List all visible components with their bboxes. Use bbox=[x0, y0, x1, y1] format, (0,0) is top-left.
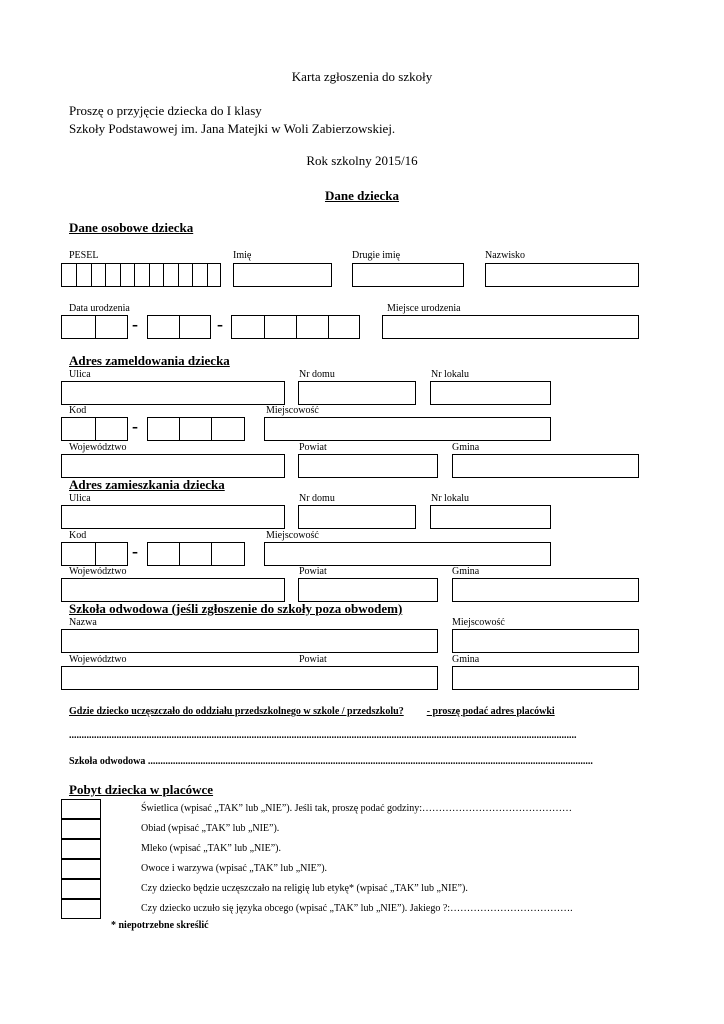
flat-no-field[interactable] bbox=[430, 381, 551, 405]
foreign-language-item: Czy dziecko uczuło się języka obcego (wpisać „TAK” lub „NIE”). Jakiego ?:………………………………. bbox=[141, 903, 573, 914]
street-label: Ulica bbox=[69, 369, 91, 380]
voivodeship-field[interactable] bbox=[61, 454, 285, 478]
town-field[interactable] bbox=[264, 542, 551, 566]
commune-label: Gmina bbox=[452, 566, 480, 577]
personal-heading: Dane osobowe dziecka bbox=[69, 220, 194, 235]
first-name-label: Imię bbox=[233, 250, 252, 261]
voivodeship-label: Województwo bbox=[69, 566, 127, 577]
flat-no-label: Nr lokalu bbox=[431, 369, 470, 380]
school-name-label: Nazwa bbox=[69, 617, 97, 628]
footnote: * niepotrzebne skreślić bbox=[111, 920, 209, 931]
milk-item: Mleko (wpisać „TAK” lub „NIE”). bbox=[141, 843, 281, 854]
second-name-label: Drugie imię bbox=[352, 250, 401, 261]
street-field[interactable] bbox=[61, 381, 285, 405]
voivodeship-label: Województwo bbox=[69, 654, 127, 665]
town-label: Miejscowość bbox=[266, 530, 319, 541]
town-label: Miejscowość bbox=[266, 405, 319, 416]
street-label: Ulica bbox=[69, 493, 91, 504]
school-name-field[interactable] bbox=[61, 629, 438, 653]
voivodeship-field[interactable] bbox=[61, 578, 285, 602]
preschool-question-text: Gdzie dziecko uczęszczało do oddziału przedszkolnego w szkole / przedszkolu? bbox=[69, 706, 404, 717]
preschool-question bbox=[69, 706, 555, 717]
preschool-address-line[interactable]: ........................................................................................................................................................................................................... bbox=[69, 730, 577, 741]
house-no-field[interactable] bbox=[298, 381, 416, 405]
afterschool-checkbox[interactable] bbox=[61, 799, 101, 819]
county-field[interactable] bbox=[298, 578, 438, 602]
postcode-part2-field[interactable] bbox=[147, 417, 245, 441]
county-label: Powiat bbox=[299, 442, 327, 453]
district-school-line[interactable] bbox=[69, 756, 593, 767]
county-label: Powiat bbox=[299, 654, 327, 665]
postcode-label: Kod bbox=[69, 405, 87, 416]
date-separator: - bbox=[132, 314, 138, 334]
first-name-field[interactable] bbox=[233, 263, 332, 287]
postcode-label: Kod bbox=[69, 530, 87, 541]
fruit-veg-item: Owoce i warzywa (wpisać „TAK” lub „NIE”). bbox=[141, 863, 328, 874]
birth-month-field[interactable] bbox=[147, 315, 211, 339]
postcode-part2-field[interactable] bbox=[147, 542, 245, 566]
flat-no-label: Nr lokalu bbox=[431, 493, 470, 504]
preschool-question-suffix: - proszę podać adres placówki bbox=[426, 706, 555, 717]
postcode-separator: - bbox=[132, 541, 138, 561]
request-line-1: Proszę o przyjęcie dziecka do I klasy bbox=[69, 103, 262, 118]
school-town-label: Miejscowość bbox=[452, 617, 505, 628]
commune-label: Gmina bbox=[452, 654, 480, 665]
afterschool-item: Świetlica (wpisać „TAK” lub „NIE”). Jeśli tak, proszę podać godziny:……………………………………… bbox=[141, 803, 573, 814]
voivodeship-field[interactable] bbox=[61, 666, 438, 690]
lunch-item: Obiad (wpisać „TAK” lub „NIE”). bbox=[141, 823, 280, 834]
town-field[interactable] bbox=[264, 417, 551, 441]
section-title: Dane dziecka bbox=[324, 188, 400, 203]
religion-ethics-item: Czy dziecko będzie uczęszczało na religię lub etykę* (wpisać „TAK” lub „NIE”). bbox=[141, 883, 468, 894]
birth-year-field[interactable] bbox=[231, 315, 360, 339]
form-title: Karta zgłoszenia do szkoły bbox=[291, 69, 433, 84]
religion-ethics-checkbox[interactable] bbox=[61, 879, 101, 899]
pesel-input[interactable] bbox=[61, 263, 221, 287]
date-separator: - bbox=[217, 314, 223, 334]
district-school-dots: .................................................................................................................................................................................. bbox=[147, 756, 593, 767]
birth-day-field[interactable] bbox=[61, 315, 128, 339]
foreign-language-checkbox[interactable] bbox=[61, 899, 101, 919]
voivodeship-label: Województwo bbox=[69, 442, 127, 453]
registered-address-heading: Adres zameldowania dziecka bbox=[69, 353, 230, 368]
second-name-field[interactable] bbox=[352, 263, 464, 287]
commune-field[interactable] bbox=[452, 454, 639, 478]
postcode-part1-field[interactable] bbox=[61, 542, 128, 566]
pesel-label: PESEL bbox=[69, 250, 99, 261]
school-town-field[interactable] bbox=[452, 629, 639, 653]
county-field[interactable] bbox=[298, 454, 438, 478]
surname-label: Nazwisko bbox=[485, 250, 525, 261]
house-no-label: Nr domu bbox=[299, 493, 335, 504]
birth-place-field[interactable] bbox=[382, 315, 639, 339]
milk-checkbox[interactable] bbox=[61, 839, 101, 859]
postcode-part1-field[interactable] bbox=[61, 417, 128, 441]
commune-field[interactable] bbox=[452, 666, 639, 690]
commune-label: Gmina bbox=[452, 442, 480, 453]
county-label: Powiat bbox=[299, 566, 327, 577]
school-year: Rok szkolny 2015/16 bbox=[306, 153, 418, 168]
request-line-2: Szkoły Podstawowej im. Jana Matejki w Woli Zabierzowskiej. bbox=[69, 121, 396, 136]
postcode-separator: - bbox=[132, 416, 138, 436]
house-no-field[interactable] bbox=[298, 505, 416, 529]
residence-address-heading: Adres zamieszkania dziecka bbox=[69, 477, 225, 492]
district-school-label: Szkoła odwodowa bbox=[69, 756, 146, 767]
stay-heading: Pobyt dziecka w placówce bbox=[69, 782, 214, 797]
lunch-checkbox[interactable] bbox=[61, 819, 101, 839]
street-field[interactable] bbox=[61, 505, 285, 529]
surname-field[interactable] bbox=[485, 263, 639, 287]
birth-place-label: Miejsce urodzenia bbox=[387, 303, 461, 314]
commune-field[interactable] bbox=[452, 578, 639, 602]
birth-date-label: Data urodzenia bbox=[69, 303, 130, 314]
fruit-veg-checkbox[interactable] bbox=[61, 859, 101, 879]
district-school-heading: Szkoła odwodowa (jeśli zgłoszenie do szkoły poza obwodem) bbox=[69, 601, 403, 616]
house-no-label: Nr domu bbox=[299, 369, 335, 380]
flat-no-field[interactable] bbox=[430, 505, 551, 529]
